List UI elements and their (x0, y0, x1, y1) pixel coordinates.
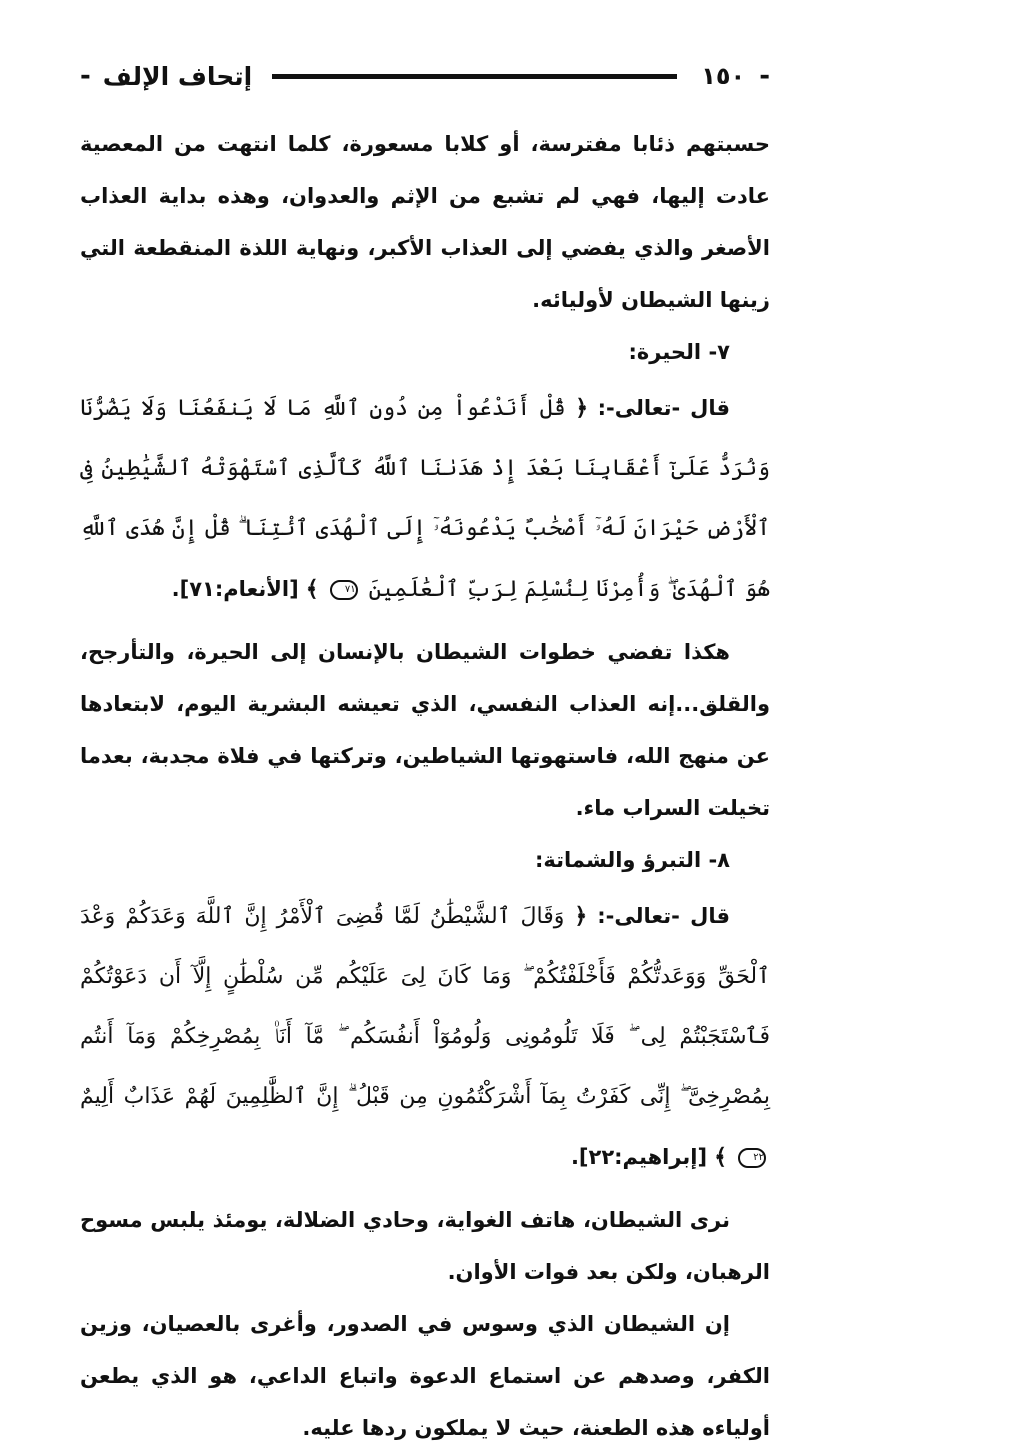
paragraph: هكذا تفضي خطوات الشيطان بالإنسان إلى الحيرة، والتأرجح، والقلق...إنه العذاب النفسي، الذي تعيشه البشرية اليوم، لابتعادها عن منهج الله، فاستهوتها الشياطين، وتركتها في فلاة مجدبة، بعدما تخيلت السراب ماء. (80, 640, 770, 820)
verse-intro: قال -تعالى-: (597, 396, 730, 420)
ayah-number-marker: ٢٢ (738, 1148, 766, 1168)
ayah-number-marker: ٧١ (330, 580, 358, 600)
verse-text: وَقَالَ ٱلشَّيْطَٰنُ لَمَّا قُضِىَ ٱلْأَمْرُ إِنَّ ٱللَّهَ وَعَدَكُمْ وَعْدَ ٱلْحَقِّ وَوَعَدتُّكُمْ فَأَخْلَفْتُكُمْ ۖ وَمَا كَانَ لِىَ عَلَيْكُم مِّن سُلْطَٰنٍ إِلَّآ أَن دَعَوْتُكُمْ فَٱسْتَجَبْتُمْ لِى ۖ فَلَا تَلُومُونِى وَلُومُوٓاْ أَنفُسَكُم ۖ مَّآ أَنَا۠ بِمُصْرِخِكُمْ وَمَآ أَنتُم بِمُصْرِخِىَّ ۖ إِنِّى كَفَرْتُ بِمَآ أَشْرَكْتُمُونِ مِن قَبْلُ ۗ إِنَّ ٱلظَّٰلِمِينَ لَهُمْ عَذَابٌ أَلِيمٌ (80, 904, 770, 1109)
page-body (80, 118, 770, 1454)
verse-text: قُلْ أَنَدْعُواْ مِن دُونِ ٱللَّهِ مَا لَا يَنفَعُنَا وَلَا يَضُرُّنَا وَنُرَدُّ عَلَىٰٓ أَعْقَابِنَا بَعْدَ إِذْ هَدَىٰنَا ٱللَّهُ كَٱلَّذِى ٱسْتَهْوَتْهُ ٱلشَّيَٰطِينُ فِى ٱلْأَرْضِ حَيْرَانَ لَهُۥٓ أَصْحَٰبٌ يَدْعُونَهُۥٓ إِلَى ٱلْهُدَى ٱئْتِنَا ۗ قُلْ إِنَّ هُدَى ٱللَّهِ هُوَ ٱلْهُدَىٰ ۖ وَأُمِرْنَا لِنُسْلِمَ لِرَبِّ ٱلْعَٰلَمِينَ (80, 396, 770, 602)
header-dash: - (759, 61, 770, 91)
page-number: ١٥٠ (701, 62, 746, 90)
paragraph: حسبتهم ذئابا مفترسة، أو كلابا مسعورة، كلما انتهت من المعصية عادت إليها، فهي لم تشبع من الإثم والعدوان، وهذه بداية العذاب الأصغر والذي يفضي إلى العذاب الأكبر، ونهاية اللذة المنقطعة التي زينها الشيطان لأوليائه. (80, 132, 770, 312)
paragraph: نرى الشيطان، هاتف الغواية، وحادي الضلالة، يومئذ يلبس مسوح الرهبان، ولكن بعد فوات الأوان. (80, 1208, 770, 1284)
paragraph: إن الشيطان الذي وسوس في الصدور، وأغرى بالعصيان، وزين الكفر، وصدهم عن استماع الدعوة واتباع الداعي، هو الذي يطعن أولياءه هذه الطعنة، حيث لا يملكون ردها عليه. (80, 1312, 770, 1440)
header-dash: - (80, 61, 91, 91)
quran-verse (80, 378, 770, 620)
verse-intro: قال -تعالى-: (597, 904, 730, 928)
verse-close-bracket: ﴾ (305, 576, 319, 602)
verse-open-bracket: ﴿ (575, 395, 589, 421)
section-heading: ٨- التبرؤ والشماتة: (535, 848, 730, 872)
verse-citation: [الأنعام:٧١]. (171, 577, 299, 601)
section-heading: ٧- الحيرة: (628, 340, 730, 364)
verse-close-bracket: ﴾ (714, 1144, 727, 1170)
page-header (80, 56, 770, 96)
verse-open-bracket: ﴿ (574, 903, 588, 929)
book-title: إتحاف الإلف (102, 61, 253, 91)
header-rule (272, 74, 677, 79)
quran-verse (80, 886, 770, 1188)
verse-citation: [إبراهيم:٢٢]. (570, 1145, 708, 1169)
